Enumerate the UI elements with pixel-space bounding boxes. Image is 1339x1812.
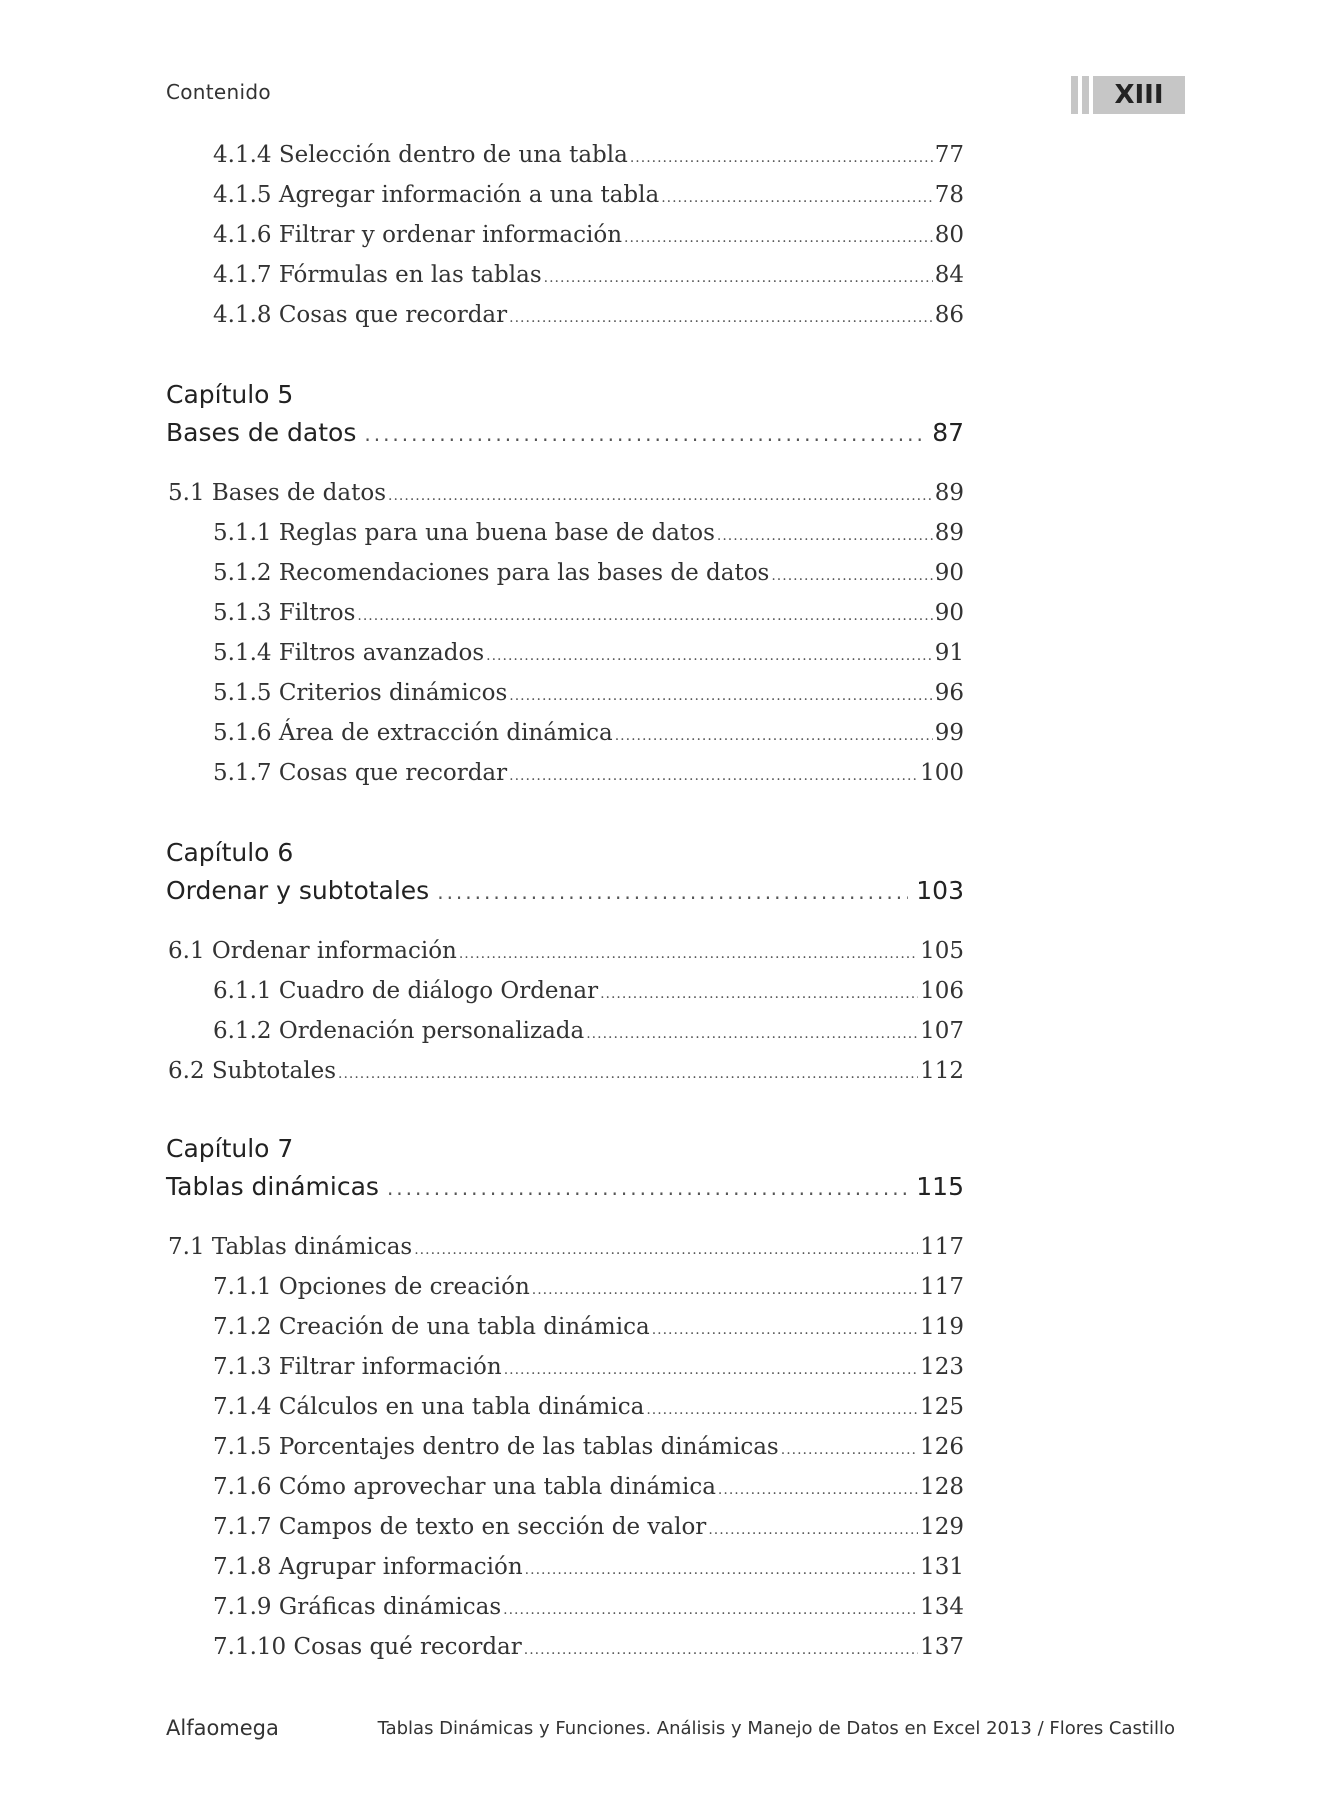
toc-entry[interactable]: [213, 142, 964, 176]
toc-entry[interactable]: [213, 1554, 964, 1588]
toc-entry-label: 7.1.10 Cosas qué recordar: [213, 1634, 522, 1660]
toc-entry[interactable]: [213, 1314, 964, 1348]
toc-entry-page: 129: [920, 1514, 964, 1540]
dot-leader: [388, 488, 933, 504]
toc-entry-label: 5.1.5 Criterios dinámicos: [213, 680, 508, 706]
toc-entry-label: 4.1.7 Fórmulas en las tablas: [213, 262, 542, 288]
toc-entry[interactable]: [213, 520, 964, 554]
toc-entry[interactable]: [213, 978, 964, 1012]
dot-leader: [504, 1362, 918, 1378]
chapter-page: 87: [932, 418, 964, 447]
dot-leader: [525, 1562, 918, 1578]
dot-leader: [586, 1026, 918, 1042]
footer-publisher: Alfaomega: [166, 1716, 279, 1740]
dot-leader: [459, 946, 918, 962]
toc-entry-label: 7.1.4 Cálculos en una tabla dinámica: [213, 1394, 645, 1420]
chapter-label: Capítulo 6: [166, 838, 294, 867]
toc-entry-page: 84: [934, 262, 964, 288]
toc-entry-label: 7.1.6 Cómo aprovechar una tabla dinámica: [213, 1474, 716, 1500]
toc-entry-label: 7.1 Tablas dinámicas: [168, 1234, 413, 1260]
dot-leader: [781, 1442, 918, 1458]
dot-leader: [509, 688, 932, 704]
toc-entry[interactable]: [213, 680, 964, 714]
toc-entry-page: 137: [920, 1634, 964, 1660]
toc-entry-page: 107: [920, 1018, 964, 1044]
toc-entry-label: 5.1.3 Filtros: [213, 600, 356, 626]
toc-entry-page: 112: [920, 1058, 964, 1084]
toc-entry[interactable]: [213, 600, 964, 634]
dot-leader: [544, 270, 933, 286]
toc-entry-page: 86: [934, 302, 964, 328]
toc-entry-label: 4.1.5 Agregar información a una tabla: [213, 182, 660, 208]
toc-entry-page: 128: [920, 1474, 964, 1500]
dot-leader: [338, 1066, 918, 1082]
chapter-entry[interactable]: [166, 876, 964, 910]
dot-leader: [717, 528, 933, 544]
toc-entry-page: 117: [920, 1274, 964, 1300]
toc-entry-label: 4.1.4 Selección dentro de una tabla: [213, 142, 628, 168]
toc-entry-page: 99: [934, 720, 964, 746]
dot-leader: [509, 768, 918, 784]
toc-entry-page: 131: [920, 1554, 964, 1580]
toc-entry-page: 125: [920, 1394, 964, 1420]
toc-entry-label: 6.1.1 Cuadro de diálogo Ordenar: [213, 978, 599, 1004]
toc-entry[interactable]: [213, 1594, 964, 1628]
toc-entry-page: 119: [920, 1314, 964, 1340]
dot-leader: [708, 1522, 918, 1538]
page-number: XIII: [1093, 76, 1185, 114]
toc-entry-label: 5.1.1 Reglas para una buena base de datos: [213, 520, 715, 546]
toc-entry-label: 7.1.7 Campos de texto en sección de valor: [213, 1514, 707, 1540]
dot-leader: [503, 1602, 918, 1618]
toc-entry-page: 123: [920, 1354, 964, 1380]
toc-entry-label: 7.1.5 Porcentajes dentro de las tablas dinámicas: [213, 1434, 779, 1460]
dot-leader: [414, 1242, 918, 1258]
toc-entry[interactable]: [168, 1058, 964, 1092]
toc-entry[interactable]: [213, 1474, 964, 1508]
chapter-entry[interactable]: [166, 418, 964, 452]
chapter-title: Bases de datos: [166, 418, 357, 447]
toc-entry-label: 7.1.2 Creación de una tabla dinámica: [213, 1314, 650, 1340]
toc-entry-page: 106: [920, 978, 964, 1004]
dot-leader: [364, 422, 924, 446]
toc-entry[interactable]: [213, 1354, 964, 1388]
toc-entry-label: 7.1.8 Agrupar información: [213, 1554, 523, 1580]
dot-leader: [652, 1322, 918, 1338]
toc-entry[interactable]: [168, 938, 964, 972]
toc-entry-label: 4.1.6 Filtrar y ordenar información: [213, 222, 623, 248]
toc-entry-page: 117: [920, 1234, 964, 1260]
toc-entry-label: 6.1.2 Ordenación personalizada: [213, 1018, 585, 1044]
toc-entry[interactable]: [213, 262, 964, 296]
toc-entry[interactable]: [168, 1234, 964, 1268]
toc-entry[interactable]: [213, 182, 964, 216]
toc-entry-label: 5.1.4 Filtros avanzados: [213, 640, 485, 666]
toc-entry[interactable]: [213, 720, 964, 754]
toc-entry-label: 5.1.7 Cosas que recordar: [213, 760, 508, 786]
toc-entry[interactable]: [213, 1394, 964, 1428]
dot-leader: [624, 230, 933, 246]
dot-leader: [486, 648, 933, 664]
chapter-page: 115: [916, 1172, 964, 1201]
dot-leader: [661, 190, 933, 206]
chapter-title: Ordenar y subtotales: [166, 876, 430, 905]
toc-entry[interactable]: [213, 1434, 964, 1468]
page-number-tab: [1071, 76, 1185, 114]
toc-entry-page: 96: [934, 680, 964, 706]
toc-entry-page: 91: [934, 640, 964, 666]
dot-leader: [532, 1282, 918, 1298]
chapter-page: 103: [916, 876, 964, 905]
toc-entry-page: 89: [934, 480, 964, 506]
toc-entry-page: 89: [934, 520, 964, 546]
dot-leader: [437, 880, 908, 904]
tab-bar-decoration: [1082, 76, 1089, 114]
toc-entry[interactable]: [213, 1018, 964, 1052]
toc-entry[interactable]: [213, 560, 964, 594]
toc-entry[interactable]: [213, 1274, 964, 1308]
toc-entry-label: 7.1.9 Gráficas dinámicas: [213, 1594, 502, 1620]
chapter-entry[interactable]: [166, 1172, 964, 1206]
dot-leader: [646, 1402, 918, 1418]
toc-entry-label: 5.1 Bases de datos: [168, 480, 387, 506]
chapter-title: Tablas dinámicas: [166, 1172, 379, 1201]
dot-leader: [509, 310, 933, 326]
toc-entry[interactable]: [213, 640, 964, 674]
chapter-label: Capítulo 7: [166, 1134, 294, 1163]
toc-entry-label: 5.1.6 Área de extracción dinámica: [213, 720, 613, 746]
toc-entry-label: 6.1 Ordenar información: [168, 938, 457, 964]
toc-entry-label: 6.2 Subtotales: [168, 1058, 336, 1084]
toc-entry[interactable]: [213, 302, 964, 336]
dot-leader: [630, 150, 933, 166]
toc-entry-label: 5.1.2 Recomendaciones para las bases de datos: [213, 560, 770, 586]
footer-book-title: Tablas Dinámicas y Funciones. Análisis y Manejo de Datos en Excel 2013 / Flores Castillo: [377, 1718, 1175, 1739]
toc-entry-label: 4.1.8 Cosas que recordar: [213, 302, 508, 328]
running-header: Contenido: [166, 80, 271, 104]
toc-entry-page: 80: [934, 222, 964, 248]
dot-leader: [524, 1642, 918, 1658]
dot-leader: [615, 728, 933, 744]
toc-entry[interactable]: [213, 1514, 964, 1548]
dot-leader: [387, 1176, 908, 1200]
toc-entry-label: 7.1.1 Opciones de creación: [213, 1274, 530, 1300]
toc-entry-page: 90: [934, 600, 964, 626]
tab-bar-decoration: [1071, 76, 1078, 114]
toc-entry-page: 100: [920, 760, 964, 786]
dot-leader: [718, 1482, 918, 1498]
toc-entry[interactable]: [213, 1634, 964, 1668]
toc-entry-page: 90: [934, 560, 964, 586]
toc-entry-label: 7.1.3 Filtrar información: [213, 1354, 502, 1380]
toc-entry[interactable]: [213, 222, 964, 256]
toc-entry[interactable]: [168, 480, 964, 514]
toc-entry-page: 105: [920, 938, 964, 964]
toc-entry-page: 78: [934, 182, 964, 208]
dot-leader: [771, 568, 932, 584]
toc-entry-page: 126: [920, 1434, 964, 1460]
toc-entry-page: 77: [934, 142, 964, 168]
toc-entry[interactable]: [213, 760, 964, 794]
dot-leader: [600, 986, 918, 1002]
chapter-label: Capítulo 5: [166, 380, 294, 409]
toc-entry-page: 134: [920, 1594, 964, 1620]
dot-leader: [357, 608, 932, 624]
